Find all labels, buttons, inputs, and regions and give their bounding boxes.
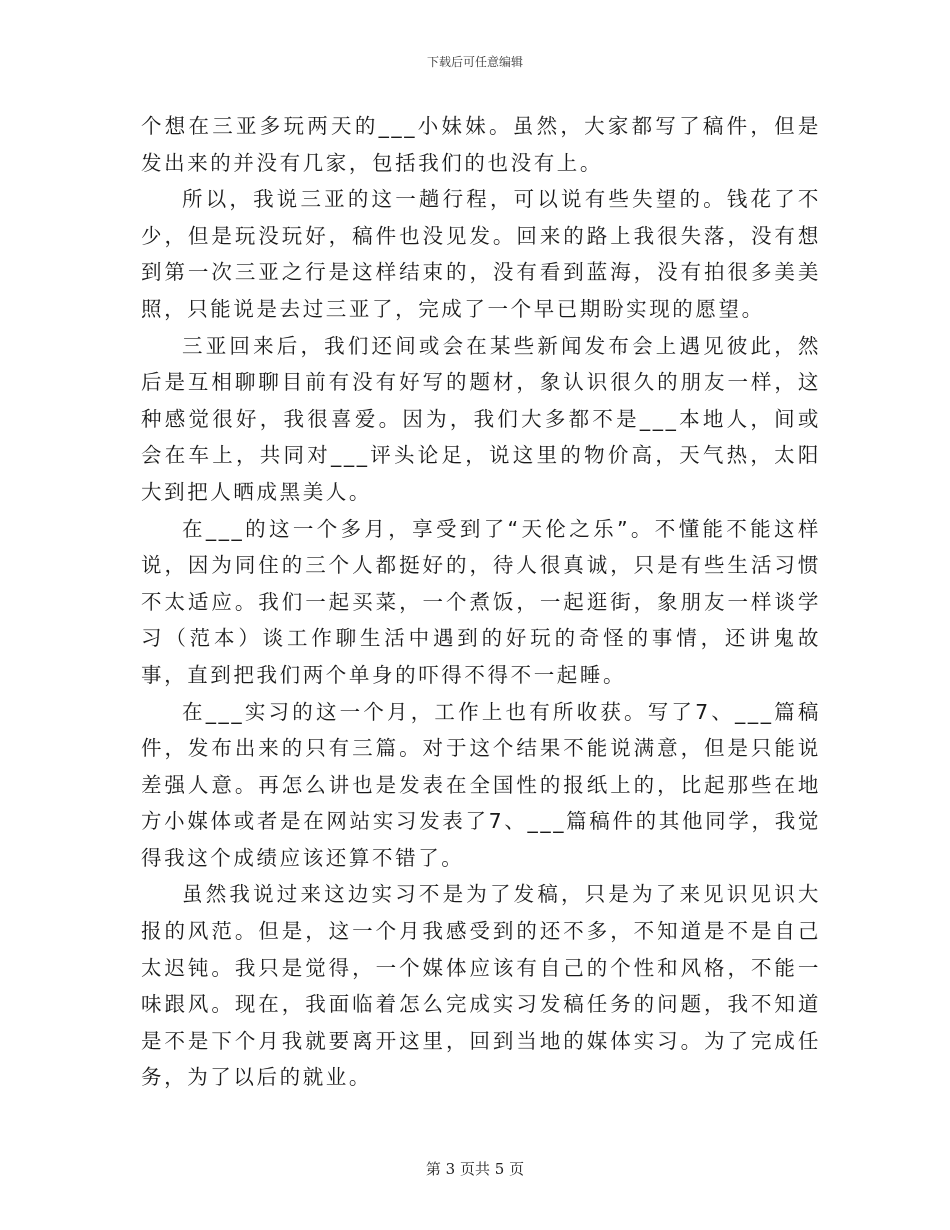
paragraph-1: 个想在三亚多玩两天的___小妹妹。虽然，大家都写了稿件，但是发出来的并没有几家，包括我们的也没有上。 bbox=[141, 114, 821, 175]
document-body bbox=[141, 108, 821, 1096]
paragraph-4: 在___的这一个多月，享受到了“天伦之乐”。不懂能不能这样说，因为同住的三个人都挺好的，待人很真诚，只是有些生活习惯不太适应。我们一起买菜，一个煮饭，一起逛街，象朋友一样谈学习（范本）谈工作聊生活中遇到的好玩的奇怪的事情，还讲鬼故事，直到把我们两个单身的吓得不得不一起睡。 bbox=[141, 516, 821, 687]
paragraph-5: 在___实习的这一个月，工作上也有所收获。写了7、___篇稿件，发布出来的只有三篇。对于这个结果不能说满意，但是只能说差强人意。再怎么讲也是发表在全国性的报纸上的，比起那些在地方小媒体或者是在网站实习发表了7、___篇稿件的其他同学，我觉得我这个成绩应该还算不错了。 bbox=[141, 699, 821, 870]
paragraph-2: 所以，我说三亚的这一趟行程，可以说有些失望的。钱花了不少，但是玩没玩好，稿件也没见发。回来的路上我很失落，没有想到第一次三亚之行是这样结束的，没有看到蓝海，没有拍很多美美照，只能说是去过三亚了，完成了一个早已期盼实现的愿望。 bbox=[141, 187, 821, 321]
page-footer: 第 3 页共 5 页 bbox=[425, 1160, 525, 1178]
page-header: 下载后可任意编辑 bbox=[426, 55, 523, 69]
paragraph-3: 三亚回来后，我们还间或会在某些新闻发布会上遇见彼此，然后是互相聊聊目前有没有好写的题材，象认识很久的朋友一样，这种感觉很好，我很喜爱。因为，我们大多都不是___本地人，间或会在车上，共同对___评头论足，说这里的物价高，天气热，太阳大到把人晒成黑美人。 bbox=[141, 333, 821, 504]
paragraph-6: 虽然我说过来这边实习不是为了发稿，只是为了来见识见识大报的风范。但是，这一个月我感受到的还不多，不知道是不是自己太迟钝。我只是觉得，一个媒体应该有自己的个性和风格，不能一味跟风。现在，我面临着怎么完成实习发稿任务的问题，我不知道是不是下个月我就要离开这里，回到当地的媒体实习。为了完成任务，为了以后的就业。 bbox=[141, 882, 821, 1090]
